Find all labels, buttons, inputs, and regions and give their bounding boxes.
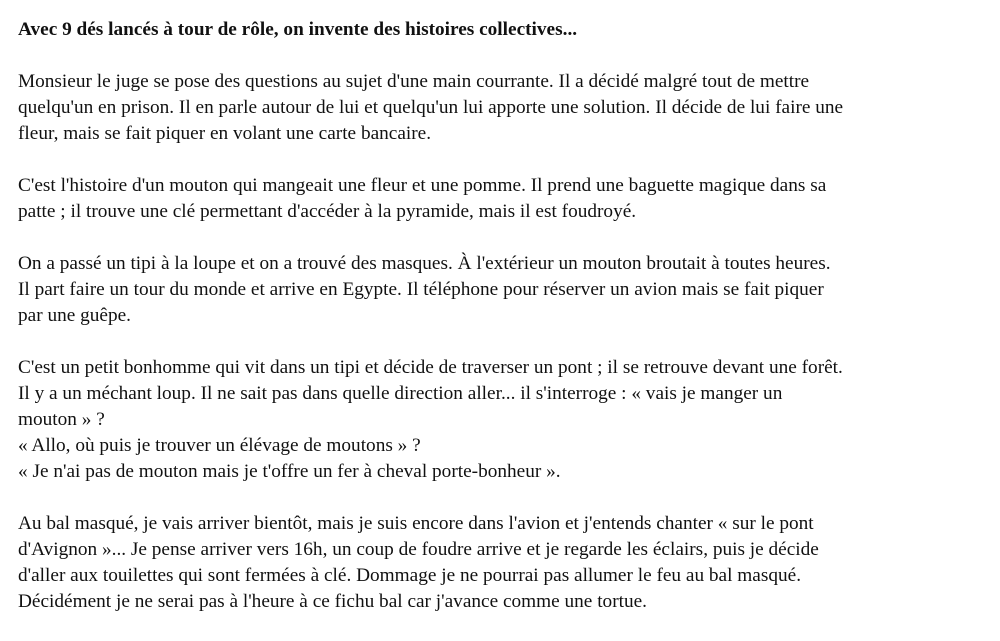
story-line: On a passé un tipi à la loupe et on a trouvé des masques. À l'extérieur un mouton broutait à toutes heures.: [18, 253, 831, 274]
story-line: par une guêpe.: [18, 305, 131, 326]
story-line: C'est un petit bonhomme qui vit dans un tipi et décide de traverser un pont ; il se retrouve devant une forêt.: [18, 357, 843, 378]
story-paragraph-3: [18, 251, 988, 329]
story-line: Au bal masqué, je vais arriver bientôt, mais je suis encore dans l'avion et j'entends chanter « sur le pont: [18, 513, 814, 534]
story-line: Il y a un méchant loup. Il ne sait pas dans quelle direction aller... il s'interroge : « vais je manger un: [18, 383, 783, 404]
story-line: d'Avignon »... Je pense arriver vers 16h, un coup de foudre arrive et je regarde les éclairs, puis je décide: [18, 539, 819, 560]
story-line: « Je n'ai pas de mouton mais je t'offre un fer à cheval porte-bonheur ».: [18, 461, 561, 482]
story-line: fleur, mais se fait piquer en volant une carte bancaire.: [18, 123, 432, 144]
document-page: [18, 17, 988, 641]
document-title: Avec 9 dés lancés à tour de rôle, on invente des histoires collectives...: [18, 19, 578, 40]
story-line: Monsieur le juge se pose des questions au sujet d'une main courrante. Il a décidé malgré tout de mettre: [18, 71, 810, 92]
story-line: mouton » ?: [18, 409, 105, 430]
story-paragraph-1: [18, 69, 988, 147]
story-line: Il part faire un tour du monde et arrive en Egypte. Il téléphone pour réserver un avion mais se fait piquer: [18, 279, 824, 300]
story-line: patte ; il trouve une clé permettant d'accéder à la pyramide, mais il est foudroyé.: [18, 201, 637, 222]
story-line: « Allo, où puis je trouver un élévage de moutons » ?: [18, 435, 421, 456]
story-line: Décidément je ne serai pas à l'heure à ce fichu bal car j'avance comme une tortue.: [18, 591, 647, 612]
story-paragraph-4: [18, 355, 988, 485]
story-paragraph-2: [18, 173, 988, 225]
story-paragraph-5: [18, 511, 988, 615]
story-line: quelqu'un en prison. Il en parle autour de lui et quelqu'un lui apporte une solution. Il décide de lui faire une: [18, 97, 844, 118]
story-line: d'aller aux touilettes qui sont fermées à clé. Dommage je ne pourrai pas allumer le feu au bal masqué.: [18, 565, 802, 586]
story-line: C'est l'histoire d'un mouton qui mangeait une fleur et une pomme. Il prend une baguette magique dans sa: [18, 175, 827, 196]
